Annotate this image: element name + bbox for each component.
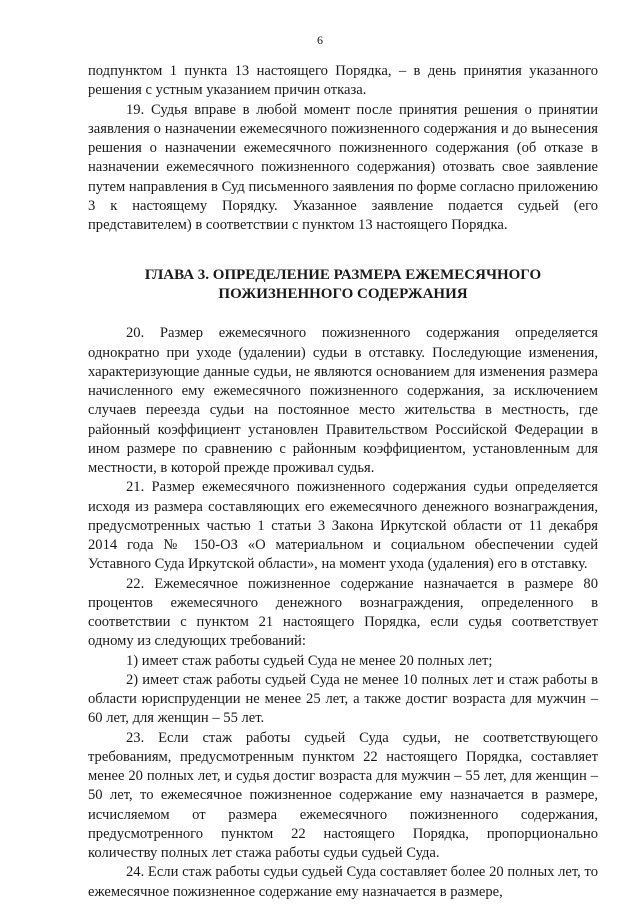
page-number: 6 [317,33,323,47]
chapter-heading: ГЛАВА 3. ОПРЕДЕЛЕНИЕ РАЗМЕРА ЕЖЕМЕСЯЧНОГО ПОЖИЗНЕННОГО СОДЕРЖАНИЯ [144,267,542,303]
paragraph-24: 24. Если стаж работы судьи судьей Суда составляет более 20 полных лет, то ежемесячное пожизненное содержание ему назначается в размере, [88,864,598,900]
list-item-22-2: 2) имеет стаж работы судьей Суда не менее 10 полных лет и стаж работы в области юриспруденции не менее 25 лет, а также достиг возраста для мужчин – 60 лет, для женщин – 55 лет. [88,671,598,727]
list-item-22-1: 1) имеет стаж работы судьей Суда не менее 20 полных лет; [126,652,493,669]
paragraph-19: 19. Судья вправе в любой момент после принятия решения о принятии заявления о назначении ежемесячного пожизненного содержания и до вынесения решения о назначении ежемесячного пожизненного содержания (об отказе в назначении ежемесячного пожизненного содержания) отозвать свое заявление путем направления в Суд письменного заявления по форме согласно приложению 3 к настоящему Порядку. Указанное заявление подается судьей (его представителем) в соответствии с пунктом 13 настоящего Порядка. [88,101,598,233]
paragraph-23: 23. Если стаж работы судьей Суда судьи, не соответствующего требованиям, предусмотренным пунктом 22 настоящего Порядка, составляет менее 20 полных лет, и судья достиг возраста для мужчин – 55 лет, для женщин – 50 лет, то ежемесячное пожизненное содержание ему назначается в размере, исчисляемом от размера ежемесячного пожизненного содержания, предусмотренного пунктом 22 настоящего Порядка, пропорционально количеству полных лет стажа работы судьи судьей Суда. [88,729,598,861]
document-body [88,62,598,902]
paragraph-22: 22. Ежемесячное пожизненное содержание назначается в размере 80 процентов ежемесячного денежного вознаграждения, определенного в соответствии с пунктом 21 настоящего Порядка, если судья соответствует одному из следующих требований: [88,575,598,650]
paragraph-20: 20. Размер ежемесячного пожизненного содержания определяется однократно при уходе (удалении) судьи в отставку. Последующие изменения, характеризующие данные судьи, не являются основанием для изменения размера начисленного ему ежемесячного пожизненного содержания, за исключением случаев переезда судьи на постоянное место жительства в местность, где районный коэффициент установлен Правительством Российской Федерации в ином размере по сравнению с районным коэффициентом, установленным для местности, в которой прежде проживал судья. [88,325,598,476]
paragraph-21: 21. Размер ежемесячного пожизненного содержания судьи определяется исходя из размера составляющих его ежемесячного денежного вознаграждения, предусмотренных частью 1 статьи 3 Закона Иркутской области от 11 декабря 2014 года № 150-ОЗ «О материальном и социальном обеспечении судей Уставного Суда Иркутской области», на момент ухода (удаления) его в отставку. [88,479,598,573]
paragraph-18-continuation: подпунктом 1 пункта 13 настоящего Порядка, – в день принятия указанного решения с устным указанием причин отказа. [88,63,598,99]
